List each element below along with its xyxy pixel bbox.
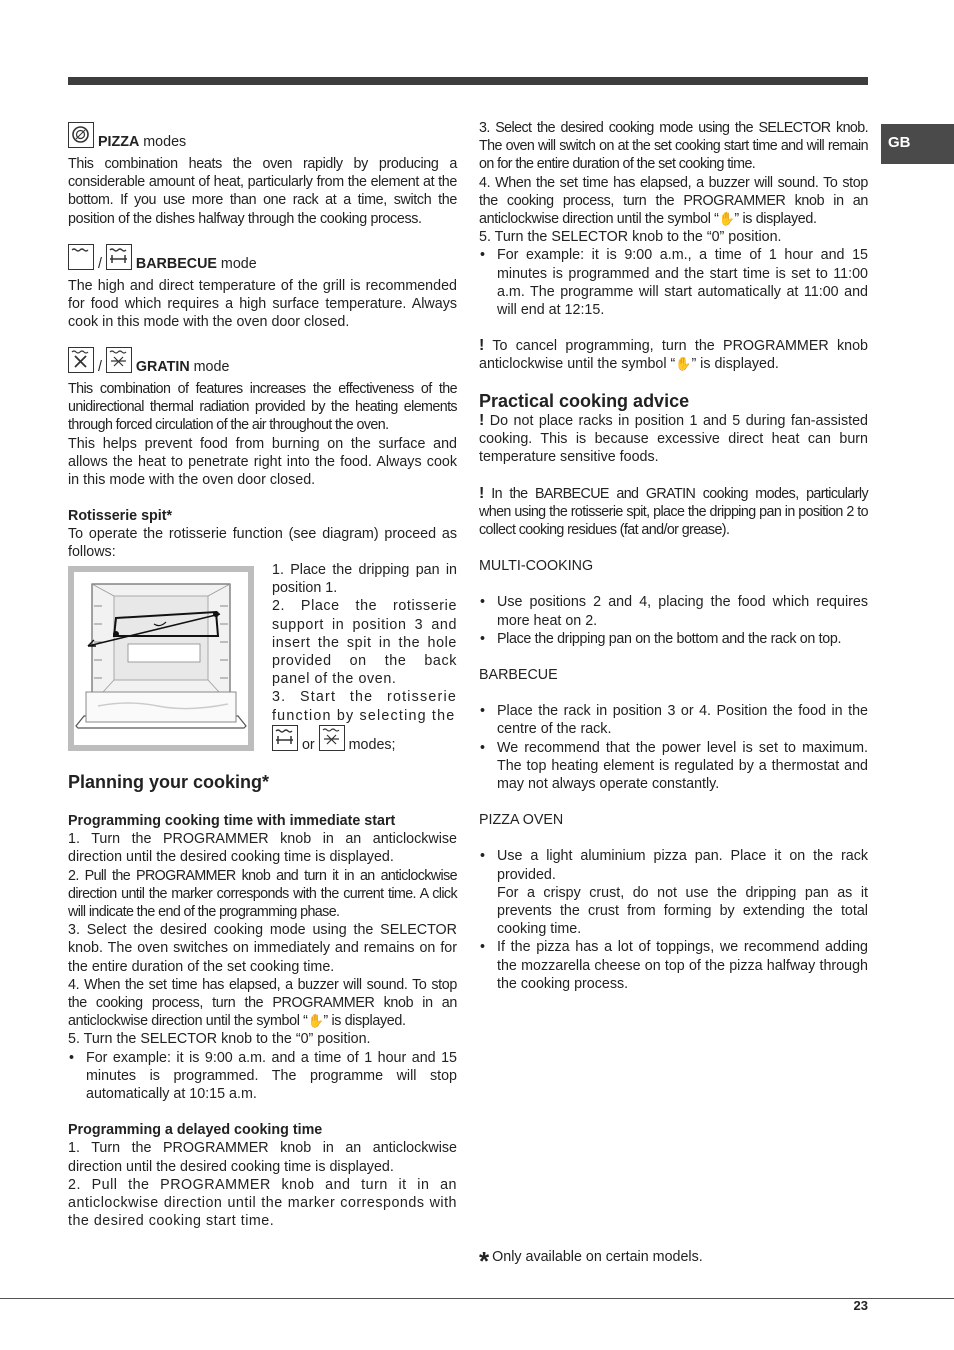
delayed-step-5: 5. Turn the SELECTOR knob to the “0” position.	[479, 229, 782, 246]
rotisserie-section	[68, 507, 457, 562]
barbecue-section	[68, 244, 457, 332]
barbecue-body: The high and direct temperature of the grill is recommended for food which requires a high surface temperature. Always cook in this mode with the oven door closed.	[68, 278, 457, 331]
rotisserie-diagram	[68, 566, 254, 751]
advice-title: Practical cooking advice	[479, 391, 690, 411]
multi-bullet-1: • Use positions 2 and 4, placing the food which requires more heat on 2.	[479, 593, 868, 629]
delayed-continued	[479, 119, 868, 374]
pizza-bullet-1-cont: For a crispy crust, do not use the dripping pan as it prevents the crust from forming by extending the total cooking time.	[497, 884, 868, 938]
cancel-note: ! To cancel programming, turn the PROGRAMMER knob anticlockwise until the symbol “✋” is displayed.	[479, 337, 868, 373]
pizza-section	[68, 122, 457, 228]
multi-title: MULTI-COOKING	[479, 558, 594, 575]
multi-bullet-2: • Place the dripping pan on the bottom and the rack on top.	[479, 630, 868, 648]
hand-icon: ✋	[307, 1013, 324, 1029]
footnote: * Only available on certain models.	[479, 1246, 703, 1276]
planning-section	[68, 771, 457, 1230]
barbecue-heading: / BARBECUE mode	[68, 244, 457, 277]
hand-icon: ✋	[675, 356, 692, 372]
page-number: 23	[853, 1298, 868, 1313]
advice-2: ! In the BARBECUE and GRATIN cooking modes, particularly when using the rotisserie spit, place the dripping pan in position 2 to collect cooking residues (fat and/or grease).	[479, 484, 868, 539]
rotisserie-step-3-icons: or modes;	[272, 725, 457, 759]
pizza-mode-icon	[68, 122, 94, 148]
delayed-step-2: 2. Pull the PROGRAMMER knob and turn it in an anticlockwise direction until the marker corresponds with the desired cooking start time.	[68, 1176, 457, 1230]
delayed-step-1: 1. Turn the PROGRAMMER knob in an anticlockwise direction until the desired cooking time is displayed.	[68, 1140, 457, 1175]
hand-icon: ✋	[718, 211, 735, 227]
gratin-heading: / GRATIN mode	[68, 347, 457, 380]
immediate-step-1: 1. Turn the PROGRAMMER knob in an anticlockwise direction until the desired cooking time is displayed.	[68, 831, 457, 866]
rotisserie-steps	[272, 561, 457, 759]
immediate-step-2: 2. Pull the PROGRAMMER knob and turn it in an anticlockwise direction until the marker corresponds with the current time. A click will indicate the end of the programming phase.	[68, 867, 457, 921]
rotisserie-intro: To operate the rotisserie function (see diagram) proceed as follows:	[68, 526, 457, 561]
language-tab: GB	[881, 124, 954, 164]
rotisserie-gratin-icon	[106, 347, 132, 373]
bbq-bullet-1: • Place the rack in position 3 or 4. Position the food in the centre of the rack.	[479, 702, 868, 738]
pizza-bullet-2: • If the pizza has a lot of toppings, we recommend adding the mozzarella cheese on top of the pizza halfway through the cooking process.	[479, 938, 868, 993]
bottom-rule	[0, 1298, 954, 1299]
rotisserie-gratin-icon	[319, 725, 345, 751]
top-rule	[68, 77, 868, 85]
delayed-title: Programming a delayed cooking time	[68, 1122, 323, 1139]
gratin-body-1: This combination of features increases the effectiveness of the unidirectional thermal radiation provided by the heating elements through forced circulation of the air throughout the oven.	[68, 381, 457, 434]
pizza-body: This combination heats the oven rapidly by producing a considerable amount of heat, particularly from the element at the bottom. If you use more than one rack at a time, switch the position of the dishes halfway through the cooking process.	[68, 156, 457, 227]
bbq-title: BARBECUE	[479, 667, 558, 684]
gratin-body-2: This helps prevent food from burning on the surface and allows the heat to penetrate right into the food. Always cook in this mode with the oven door closed.	[68, 435, 457, 489]
planning-title: Planning your cooking*	[68, 772, 270, 792]
immediate-step-4: 4. When the set time has elapsed, a buzzer will sound. To stop the cooking process, turn the PROGRAMMER knob in an anticlockwise direction until the symbol “✋” is displayed.	[68, 976, 457, 1030]
advice-1: ! Do not place racks in position 1 and 5 during fan-assisted cooking. This is because excessive direct heat can burn temperature sensitive foods.	[479, 412, 868, 466]
pizza-oven-title: PIZZA OVEN	[479, 812, 564, 829]
gratin-icon	[68, 347, 94, 373]
immediate-step-5: 5. Turn the SELECTOR knob to the “0” position.	[68, 1031, 371, 1048]
rotisserie-grill-icon	[272, 725, 298, 751]
rotisserie-step-1: 1. Place the dripping pan in position 1.	[272, 562, 457, 597]
immediate-start-title: Programming cooking time with immediate start	[68, 813, 396, 829]
delayed-step-3: 3. Select the desired cooking mode using the SELECTOR knob. The oven will switch on at the set cooking start time and will remain on for the entire duration of the set cooking time.	[479, 120, 868, 173]
delayed-step-4: 4. When the set time has elapsed, a buzzer will sound. To stop the cooking process, turn the PROGRAMMER knob in an anticlockwise direction until the symbol “✋” is displayed.	[479, 174, 868, 228]
grill-icon	[68, 244, 94, 270]
delayed-example: • For example: it is 9:00 a.m., a time of 1 hour and 15 minutes is programmed and the start time is set to 11:00 a.m. The programme will start automatically at 11:00 and will end at 12:15.	[479, 246, 868, 319]
rotisserie-grill-icon	[106, 244, 132, 270]
bbq-bullet-2: • We recommend that the power level is set to maximum. The top heating element is regulated by a thermostat and may not always operate constantly.	[479, 739, 868, 794]
pizza-heading: PIZZA modes	[68, 122, 457, 155]
rotisserie-step-2: 2. Place the rotisserie support in position 3 and insert the spit in the hole provided on the back panel of the oven.	[272, 598, 457, 688]
rotisserie-title: Rotisserie spit*	[68, 508, 173, 524]
immediate-step-3: 3. Select the desired cooking mode using the SELECTOR knob. The oven switches on immediately and remains on for the entire duration of the set cooking time.	[68, 922, 457, 975]
advice-section	[479, 390, 868, 993]
rotisserie-step-3: 3. Start the rotisserie function by selecting the	[272, 689, 457, 724]
immediate-example: • For example: it is 9:00 a.m. and a time of 1 hour and 15 minutes is programmed. The programme will stop automatically at 10:15 a.m.	[68, 1049, 457, 1104]
pizza-bullet-1: • Use a light aluminium pizza pan. Place it on the rack provided.	[479, 847, 868, 883]
gratin-section	[68, 347, 457, 489]
